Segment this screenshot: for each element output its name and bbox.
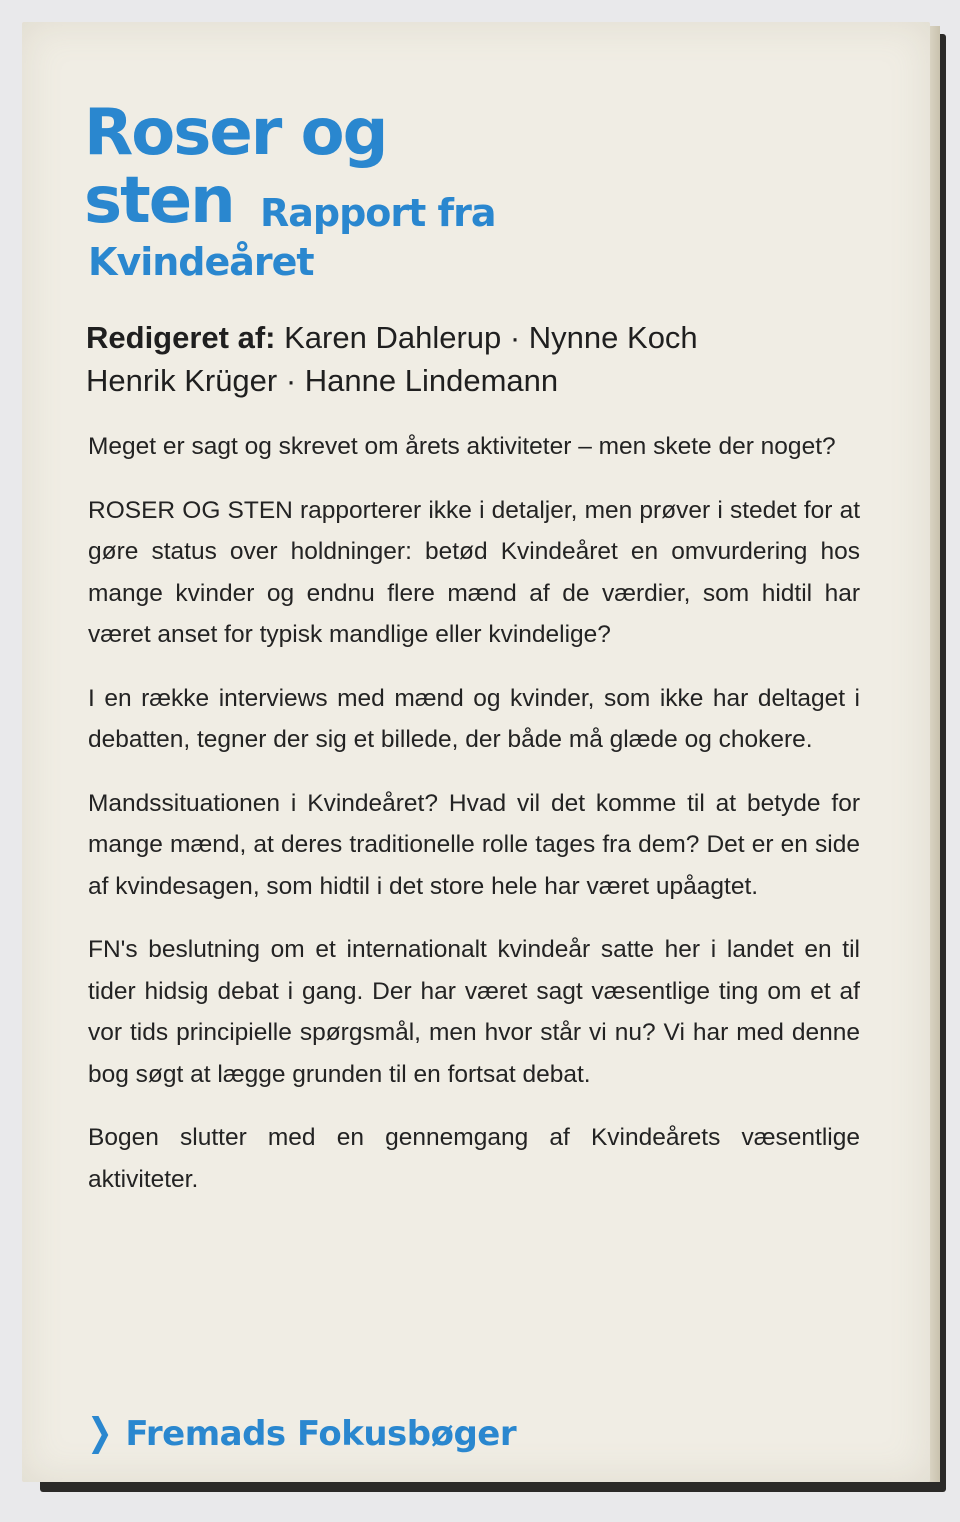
- paragraph: Mandssituationen i Kvindeåret? Hvad vil det komme til at betyde for mange mænd, at deres traditionelle rolle tages fra dem? Det er en side af kvindesagen, som hidtil i det store hele har været upåagtet.: [88, 789, 860, 900]
- subtitle-line-2: Kvindeåret: [88, 240, 314, 284]
- paragraph: I en række interviews med mænd og kvinder, som ikke har deltaget i debatten, tegner der sig et billede, der både må glæde og chokere.: [88, 684, 860, 753]
- paragraph: FN's beslutning om et internationalt kvindeår satte her i landet en til tider hidsig debat i gang. Der har været sagt væsentlige ting om et af vor tids principielle spørgsmål, men hvor står vi nu? Vi har med denne bog søgt at lægge grunden til en fortsat debat.: [88, 936, 860, 1088]
- publisher-logo: [84, 1410, 516, 1454]
- editors-row-1: [86, 316, 806, 359]
- title-line-1: Roser og: [84, 96, 387, 170]
- blurb-text: [88, 426, 860, 1222]
- editors-label: Redigeret af:: [86, 320, 276, 355]
- paragraph: ROSER OG STEN rapporterer ikke i detaljer, men prøver i stedet for at gøre status over holdninger: betød Kvindeåret en omvurdering hos mange kvinder og endnu flere mænd af de værdier, som hidtil har været anset for typisk mandlige eller kvindelige?: [88, 496, 860, 648]
- paragraph: Meget er sagt og skrevet om årets aktiviteter – men skete der noget?: [88, 433, 836, 460]
- editors-names-2: Henrik Krüger · Hanne Lindemann: [86, 363, 559, 398]
- subtitle-line-1: Rapport fra: [260, 191, 496, 235]
- editors-block: [86, 316, 806, 402]
- editors-names-1: Karen Dahlerup · Nynne Koch: [284, 320, 698, 355]
- paragraph: Bogen slutter med en gennemgang af Kvindeårets væsentlige aktiviteter.: [88, 1124, 860, 1193]
- publisher-name: Fremads Fokusbøger: [125, 1414, 517, 1454]
- chevron-right-icon: ❯: [87, 1410, 113, 1454]
- title-line-2: sten: [84, 164, 234, 238]
